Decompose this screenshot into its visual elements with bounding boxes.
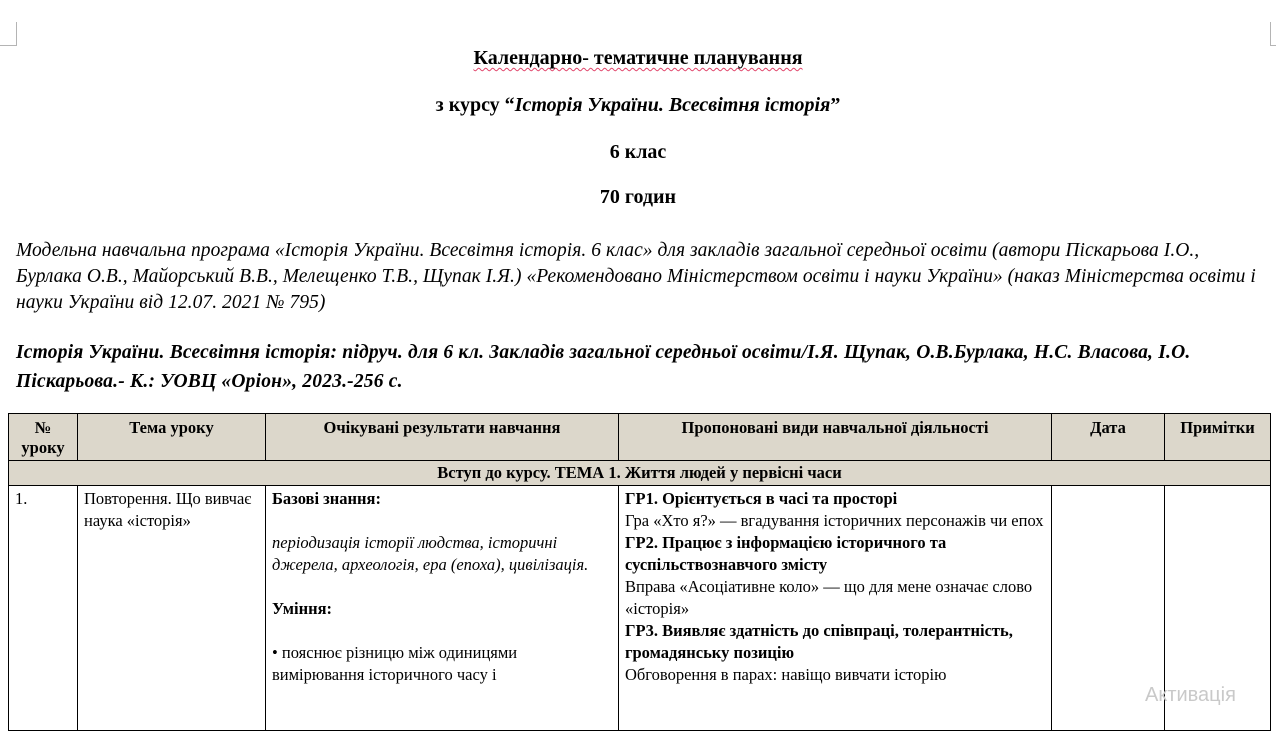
program-reference: Модельна навчальна програма «Історія України. Всесвітня історія. 6 клас» для закладів загальної середньої освіти (автори Піскарьова І.О., Бурлака О.В., Майорський В.В., Мелещенко Т.В., Щупак І.Я.) «Рекомендовано Міністерством освіти і науки України» (наказ Міністерства освіти і науки України від 12.07. 2021 № 795) [16,240,1256,313]
header-notes: Примітки [1165,414,1271,461]
expected-results [266,486,619,731]
header-num: № уроку [9,414,78,461]
gr1-title: ГР1. Орієнтується в часі та просторі [625,489,898,508]
skills-label: Уміння: [272,599,333,618]
page-corner-mark [0,45,17,46]
gr2-text: Вправа «Асоціативне коло» — що для мене означає слово «історія» [625,577,1033,618]
section-title: Вступ до курсу. ТЕМА 1. Життя людей у первісні часи [9,461,1271,486]
table-header-row [9,414,1271,461]
header-activities: Пропоновані види навчальної діяльності [619,414,1052,461]
header-topic: Тема уроку [78,414,266,461]
knowledge-text: періодизація історії людства, історичні джерела, археологія, ера (епоха), цивілізація. [272,533,589,574]
table-row [9,486,1271,731]
grade-line: 6 клас [609,141,667,163]
gr3-text: Обговорення в парах: навіщо вивчати історію [625,665,947,684]
page-corner-mark [1270,45,1276,46]
header-date: Дата [1052,414,1165,461]
lesson-number: 1. [9,486,78,731]
section-row [9,461,1271,486]
page-corner-mark [1270,22,1271,46]
gr3-title: ГР3. Виявляє здатність до співпраці, толерантність, громадянську позицію [625,621,1013,662]
course-line: з курсу “Історія України. Всесвітня історія” [435,94,841,116]
page-corner-mark [16,22,17,46]
plan-table [8,413,1271,731]
knowledge-label: Базові знання: [272,489,381,508]
learning-activities [619,486,1052,731]
activation-watermark: Активація [1145,684,1236,706]
gr1-text: Гра «Хто я?» — вгадування історичних персонажів чи епох [625,511,1044,530]
header-results: Очікувані результати навчання [266,414,619,461]
textbook-reference: Історія України. Всесвітня історія: підруч. для 6 кл. Закладів загальної середньої освіти/І.Я. Щупак, О.В.Бурлака, Н.С. Власова, І.О. Піскарьова.- К.: УОВЦ «Оріон», 2023.-256 с. [16,342,1191,392]
hours-line: 70 годин [599,186,677,208]
skills-text: • пояснює різницю між одиницями вимірювання історичного часу і [272,643,518,684]
gr2-title: ГР2. Працює з інформацією історичного та суспільствознавчого змісту [625,533,947,574]
lesson-topic: Повторення. Що вивчає наука «історія» [78,486,266,731]
document-title: Календарно- тематичне планування [473,47,803,69]
